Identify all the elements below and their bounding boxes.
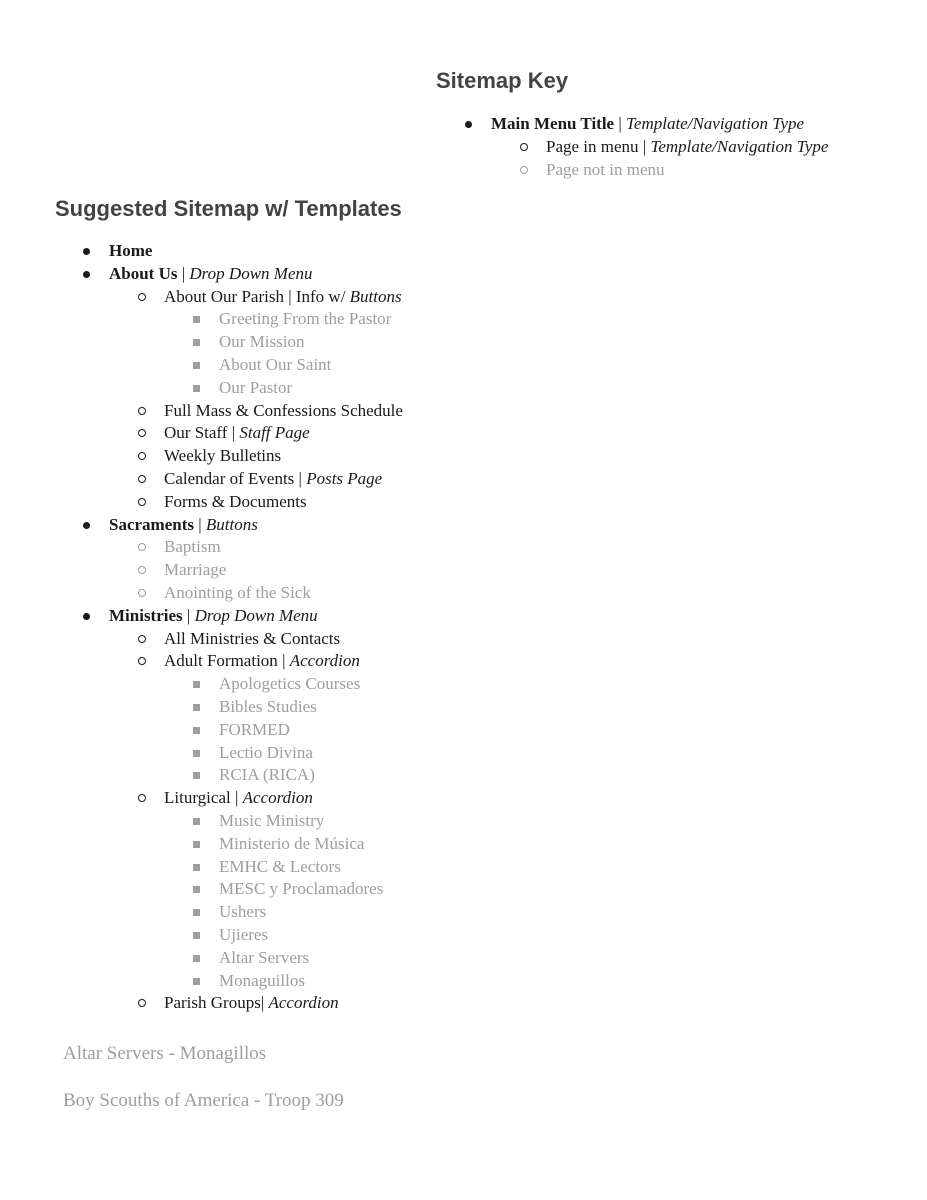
- item-label: RCIA (RICA): [219, 765, 315, 785]
- bullet-circle-icon: [138, 794, 146, 802]
- item-template-type: Posts Page: [306, 468, 383, 488]
- menu-page-item: [491, 159, 828, 182]
- menu-page-item: [491, 136, 828, 159]
- bullet-square-icon: [193, 339, 200, 346]
- bullet-circle-icon: [520, 166, 528, 174]
- bullet-circle-icon: [138, 293, 146, 301]
- sitemap-key-title: Sitemap Key: [436, 68, 569, 93]
- sub-page-item: [109, 331, 403, 354]
- sub-page-item: [109, 377, 403, 400]
- bullet-circle-icon: [138, 589, 146, 597]
- bullet-square-icon: [193, 978, 200, 985]
- bullet-circle-icon: [138, 429, 146, 437]
- item-label: Forms & Documents: [164, 491, 307, 511]
- menu-page-item: [109, 468, 403, 491]
- item-template-type: Accordion: [289, 651, 360, 671]
- item-label: Full Mass & Confessions Schedule: [164, 400, 403, 420]
- bullet-circle-icon: [138, 498, 146, 506]
- suggested-sitemap-title: Suggested Sitemap w/ Templates: [55, 196, 402, 221]
- menu-page-item: [109, 582, 403, 605]
- menu-page-item: [109, 536, 403, 559]
- menu-page-item: [109, 650, 403, 673]
- item-label: Ujieres: [219, 924, 269, 944]
- bullet-disc-icon: [83, 613, 90, 620]
- bullet-circle-icon: [138, 999, 146, 1007]
- bullet-square-icon: [193, 955, 200, 962]
- sub-page-item: [109, 742, 403, 765]
- item-template-type: Template/Navigation Type: [626, 114, 805, 133]
- menu-title-item: [491, 113, 828, 136]
- item-separator: |: [277, 651, 290, 671]
- item-label: Sacraments: [109, 514, 194, 534]
- item-label: Calendar of Events: [164, 468, 295, 488]
- menu-page-item: [109, 400, 403, 423]
- menu-page-item: [109, 992, 403, 1015]
- item-label: Ministries: [109, 605, 183, 625]
- item-label: Music Ministry: [219, 810, 325, 830]
- sitemap-list: [109, 240, 403, 1015]
- item-template-type: Drop Down Menu: [194, 605, 318, 625]
- bullet-circle-icon: [138, 657, 146, 665]
- bullet-circle-icon: [138, 407, 146, 415]
- sub-page-item: [109, 856, 403, 879]
- bullet-square-icon: [193, 886, 200, 893]
- item-separator: |: [177, 263, 190, 283]
- item-label: Our Mission: [219, 332, 305, 352]
- item-label: Apologetics Courses: [219, 674, 361, 694]
- item-label: Page not in menu: [546, 159, 665, 179]
- menu-page-item: [109, 422, 403, 445]
- item-label: Liturgical: [164, 788, 231, 808]
- bullet-disc-icon: [83, 271, 90, 278]
- item-template-type: Buttons: [205, 514, 258, 534]
- item-label: Anointing of the Sick: [164, 582, 311, 602]
- item-label: Lectio Divina: [219, 742, 313, 762]
- bullet-disc-icon: [465, 121, 472, 128]
- item-label: Adult Formation: [164, 651, 278, 671]
- item-label: Bibles Studies: [219, 696, 317, 716]
- footer-note: Boy Scouths of America - Troop 309: [63, 1090, 344, 1111]
- bullet-square-icon: [193, 704, 200, 711]
- sub-page-item: [109, 810, 403, 833]
- item-label: All Ministries & Contacts: [164, 628, 341, 648]
- item-label: Home: [109, 241, 153, 260]
- item-template-type: Template/Navigation Type: [650, 136, 829, 156]
- item-separator: |: [182, 605, 195, 625]
- footer-note: Altar Servers - Monagillos: [63, 1043, 267, 1064]
- bullet-square-icon: [193, 932, 200, 939]
- item-template-type: Accordion: [268, 993, 339, 1013]
- menu-title-item: [109, 605, 403, 628]
- item-separator: |: [260, 993, 269, 1013]
- item-template-type: Drop Down Menu: [189, 263, 313, 283]
- item-label: About Our Saint: [219, 354, 332, 374]
- item-separator: |: [193, 514, 206, 534]
- item-separator: |: [614, 114, 627, 133]
- item-label: About Our Parish | Info w/: [164, 286, 346, 306]
- sub-page-item: [109, 878, 403, 901]
- item-label: Parish Groups: [164, 993, 261, 1013]
- item-label: Our Staff: [164, 423, 228, 443]
- bullet-circle-icon: [138, 452, 146, 460]
- item-label: Altar Servers: [219, 947, 310, 967]
- menu-title-item: [109, 514, 403, 537]
- sub-page-item: [109, 764, 403, 787]
- menu-title-item: [109, 263, 403, 286]
- item-label: FORMED: [219, 719, 290, 739]
- sub-page-item: [109, 947, 403, 970]
- bullet-square-icon: [193, 362, 200, 369]
- bullet-square-icon: [193, 772, 200, 779]
- bullet-square-icon: [193, 681, 200, 688]
- item-label: Page in menu: [546, 136, 639, 156]
- item-label: Weekly Bulletins: [164, 446, 282, 466]
- item-separator: |: [230, 788, 243, 808]
- bullet-disc-icon: [83, 522, 90, 529]
- item-separator: |: [638, 136, 651, 156]
- item-template-type: Buttons: [349, 286, 402, 306]
- menu-page-item: [109, 559, 403, 582]
- sub-page-item: [109, 719, 403, 742]
- sub-page-item: [109, 308, 403, 331]
- item-label: About Us: [109, 263, 178, 283]
- item-separator: |: [294, 468, 307, 488]
- bullet-square-icon: [193, 316, 200, 323]
- bullet-square-icon: [193, 909, 200, 916]
- item-template-type: Accordion: [242, 788, 313, 808]
- item-label: EMHC & Lectors: [219, 856, 341, 876]
- sub-page-item: [109, 970, 403, 993]
- bullet-square-icon: [193, 864, 200, 871]
- bullet-disc-icon: [83, 248, 90, 255]
- bullet-square-icon: [193, 841, 200, 848]
- menu-title-item: [109, 240, 403, 263]
- item-label: Ministerio de Música: [219, 833, 365, 853]
- sub-page-item: [109, 901, 403, 924]
- menu-page-item: [109, 286, 403, 309]
- bullet-circle-icon: [138, 543, 146, 551]
- sitemap-key-list: [491, 113, 828, 181]
- menu-page-item: [109, 445, 403, 468]
- bullet-square-icon: [193, 818, 200, 825]
- sub-page-item: [109, 924, 403, 947]
- item-label: MESC y Proclamadores: [219, 879, 384, 899]
- item-label: Greeting From the Pastor: [219, 309, 392, 329]
- bullet-square-icon: [193, 750, 200, 757]
- menu-page-item: [109, 491, 403, 514]
- bullet-circle-icon: [138, 475, 146, 483]
- item-label: Our Pastor: [219, 377, 293, 397]
- item-label: Baptism: [164, 537, 221, 557]
- item-label: Main Menu Title: [491, 114, 615, 133]
- menu-page-item: [109, 787, 403, 810]
- item-label: Monaguillos: [219, 970, 305, 990]
- bullet-square-icon: [193, 385, 200, 392]
- item-label: Ushers: [219, 902, 267, 922]
- item-label: Marriage: [164, 560, 227, 580]
- sub-page-item: [109, 354, 403, 377]
- sub-page-item: [109, 673, 403, 696]
- bullet-square-icon: [193, 727, 200, 734]
- bullet-circle-icon: [138, 635, 146, 643]
- item-separator: |: [227, 423, 240, 443]
- menu-page-item: [109, 628, 403, 651]
- bullet-circle-icon: [520, 143, 528, 151]
- bullet-circle-icon: [138, 566, 146, 574]
- sub-page-item: [109, 696, 403, 719]
- sub-page-item: [109, 833, 403, 856]
- item-template-type: Staff Page: [239, 423, 310, 443]
